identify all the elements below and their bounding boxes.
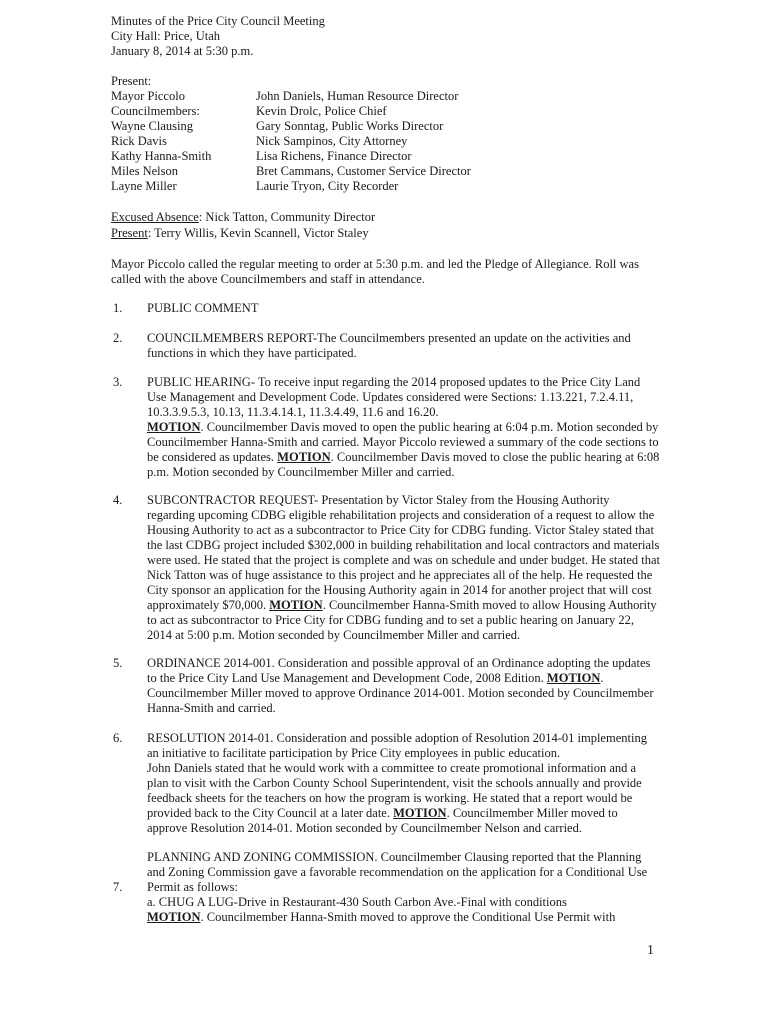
present-left-3: Wayne Clausing bbox=[111, 119, 193, 133]
item-3-line bbox=[147, 420, 672, 435]
item-2-line: functions in which they have participated. bbox=[147, 346, 357, 360]
present2-label: Present bbox=[111, 226, 148, 240]
item-5-line bbox=[147, 671, 672, 686]
item-6 bbox=[147, 731, 672, 836]
item-6-line: an initiative to facilitate participation by Price City employees in public education. bbox=[147, 746, 561, 760]
doc-title: Minutes of the Price City Council Meeting bbox=[111, 14, 325, 28]
item-3-motion-text: . Councilmember Davis moved to close the public hearing at 6:08 bbox=[330, 450, 660, 464]
item-4-line: to act as subcontractor to Price City for CDBG funding and to set a public hearing on January 22, bbox=[147, 613, 635, 627]
item-5-line: ORDINANCE 2014-001. Consideration and possible approval of an Ordinance adopting the updates bbox=[147, 656, 651, 670]
motion-label: MOTION bbox=[393, 806, 447, 820]
excused-label: Excused Absence bbox=[111, 210, 199, 224]
item-3-line: p.m. Motion seconded by Councilmember Miller and carried. bbox=[147, 465, 455, 479]
item-7-motion-text: . Councilmember Hanna-Smith moved to approve the Conditional Use Permit with bbox=[200, 910, 616, 924]
item-7-line: PLANNING AND ZONING COMMISSION. Councilmember Clausing reported that the Planning bbox=[147, 850, 642, 864]
item-3-line: PUBLIC HEARING- To receive input regarding the 2014 proposed updates to the Price City Land bbox=[147, 375, 641, 389]
item-6-number: 6. bbox=[113, 731, 123, 745]
item-6-line: John Daniels stated that he would work with a committee to create promotional information and a bbox=[147, 761, 637, 775]
item-2-line: COUNCILMEMBERS REPORT-The Councilmembers presented an update on the activities and bbox=[147, 331, 631, 345]
item-2-number: 2. bbox=[113, 331, 123, 345]
item-4-line: Housing Authority to act as a subcontractor to Price City for CDBG funding. Victor Staley stated that bbox=[147, 523, 654, 537]
item-7-number: 7. bbox=[113, 880, 123, 894]
item-6-motion-text: . Councilmember Miller moved to bbox=[446, 806, 618, 820]
item-6-line: feedback sheets for the teachers on how the program is working. He stated that a report would be bbox=[147, 791, 633, 805]
present-left-2: Councilmembers: bbox=[111, 104, 200, 118]
item-7 bbox=[147, 850, 672, 925]
present-right-5: Lisa Richens, Finance Director bbox=[256, 149, 412, 163]
item-7-line: Permit as follows: bbox=[147, 880, 238, 894]
item-3-number: 3. bbox=[113, 375, 123, 389]
intro-line-2: called with the above Councilmembers and staff in attendance. bbox=[111, 272, 425, 286]
present-left-1: Mayor Piccolo bbox=[111, 89, 185, 103]
item-5-text: to the Price City Land Use Management and Development Code, 2008 Edition. bbox=[147, 671, 547, 685]
present-left-4: Rick Davis bbox=[111, 134, 167, 148]
present-left-6: Miles Nelson bbox=[111, 164, 179, 178]
item-6-line: RESOLUTION 2014-01. Consideration and possible adoption of Resolution 2014-01 implementing bbox=[147, 731, 647, 745]
present-right-1: John Daniels, Human Resource Director bbox=[256, 89, 459, 103]
present-left-7: Layne Miller bbox=[111, 179, 177, 193]
item-1 bbox=[147, 301, 672, 316]
item-6-line: plan to visit with the Carbon County School Superintendent, visit the schools annually and provide bbox=[147, 776, 642, 790]
present-guests bbox=[111, 226, 369, 241]
page-number: 1 bbox=[647, 943, 654, 958]
motion-label: MOTION bbox=[269, 598, 323, 612]
present-label: Present: bbox=[111, 74, 152, 88]
item-5-line: Councilmember Miller moved to approve Ordinance 2014-001. Motion seconded by Councilmember bbox=[147, 686, 654, 700]
item-1-line: PUBLIC COMMENT bbox=[147, 301, 259, 315]
excused-absence bbox=[111, 210, 375, 225]
item-4-line: SUBCONTRACTOR REQUEST- Presentation by Victor Staley from the Housing Authority bbox=[147, 493, 610, 507]
item-4-line: regarding upcoming CDBG eligible rehabilitation projects and consideration of a request to allow the bbox=[147, 508, 655, 522]
excused-text: : Nick Tatton, Community Director bbox=[198, 210, 376, 224]
motion-label: MOTION bbox=[147, 910, 201, 924]
doc-location: City Hall: Price, Utah bbox=[111, 29, 221, 43]
item-3-line: Councilmember Hanna-Smith and carried. Mayor Piccolo reviewed a summary of the code sections to bbox=[147, 435, 659, 449]
item-4-line: Nick Tatton was of huge assistance to this project and he appreciates all of the help. He requested the bbox=[147, 568, 653, 582]
item-4-motion-text: . Councilmember Hanna-Smith moved to allow Housing Authority bbox=[322, 598, 657, 612]
item-3-motion-text: . Councilmember Davis moved to open the public hearing at 6:04 p.m. Motion seconded by bbox=[200, 420, 659, 434]
motion-label: MOTION bbox=[277, 450, 331, 464]
intro-line-1: Mayor Piccolo called the regular meeting to order at 5:30 p.m. and led the Pledge of Allegiance. Roll was bbox=[111, 257, 639, 271]
item-4-line: City sponsor an application for the Housing Authority again in 2014 for another project that will cost bbox=[147, 583, 652, 597]
present-right-3: Gary Sonntag, Public Works Director bbox=[256, 119, 444, 133]
item-5-number: 5. bbox=[113, 656, 123, 670]
item-4-line: were used. He stated that the project is complete and was on schedule and under budget. He stated that bbox=[147, 553, 661, 567]
item-3-line bbox=[147, 450, 672, 465]
item-2 bbox=[147, 331, 672, 361]
item-6-line: approve Resolution 2014-01. Motion seconded by Councilmember Nelson and carried. bbox=[147, 821, 582, 835]
item-7-line: and Zoning Commission gave a favorable recommendation on the application for a Conditional Use bbox=[147, 865, 648, 879]
present-right-7: Laurie Tryon, City Recorder bbox=[256, 179, 399, 193]
item-3-line: 10.3.3.9.5.3, 10.13, 11.3.4.14.1, 11.3.4.49, 11.6 and 16.20. bbox=[147, 405, 439, 419]
present-right-2: Kevin Drolc, Police Chief bbox=[256, 104, 387, 118]
motion-label: MOTION bbox=[147, 420, 201, 434]
item-4-number: 4. bbox=[113, 493, 123, 507]
doc-date: January 8, 2014 at 5:30 p.m. bbox=[111, 44, 254, 58]
item-7-line: a. CHUG A LUG-Drive in Restaurant-430 South Carbon Ave.-Final with conditions bbox=[147, 895, 567, 909]
item-4-line bbox=[147, 598, 672, 613]
motion-label: MOTION bbox=[546, 671, 601, 685]
item-4-line: the last CDBG project included $302,000 in building rehabilitation and local contractors and materials bbox=[147, 538, 660, 552]
item-4 bbox=[147, 493, 672, 643]
present-left-5: Kathy Hanna-Smith bbox=[111, 149, 212, 163]
item-5-line: Hanna-Smith and carried. bbox=[147, 701, 276, 715]
present2-text: : Terry Willis, Kevin Scannell, Victor Staley bbox=[147, 226, 369, 240]
item-1-number: 1. bbox=[113, 301, 123, 315]
item-3-line: Use Management and Development Code. Updates considered were Sections: 1.13.221, 7.2.4.11, bbox=[147, 390, 634, 404]
present-right-4: Nick Sampinos, City Attorney bbox=[256, 134, 408, 148]
item-4-text: approximately $70,000. bbox=[147, 598, 270, 612]
item-6-text: provided back to the City Council at a later date. bbox=[147, 806, 394, 820]
item-6-line bbox=[147, 806, 672, 821]
item-7-line bbox=[147, 910, 672, 925]
present-right-6: Bret Cammans, Customer Service Director bbox=[256, 164, 471, 178]
item-4-line: 2014 at 5:00 p.m. Motion seconded by Councilmember Miller and carried. bbox=[147, 628, 521, 642]
item-3-text: be considered as updates. bbox=[147, 450, 278, 464]
item-5 bbox=[147, 656, 672, 716]
item-3 bbox=[147, 375, 672, 480]
item-5-motion-text: . bbox=[600, 671, 604, 685]
